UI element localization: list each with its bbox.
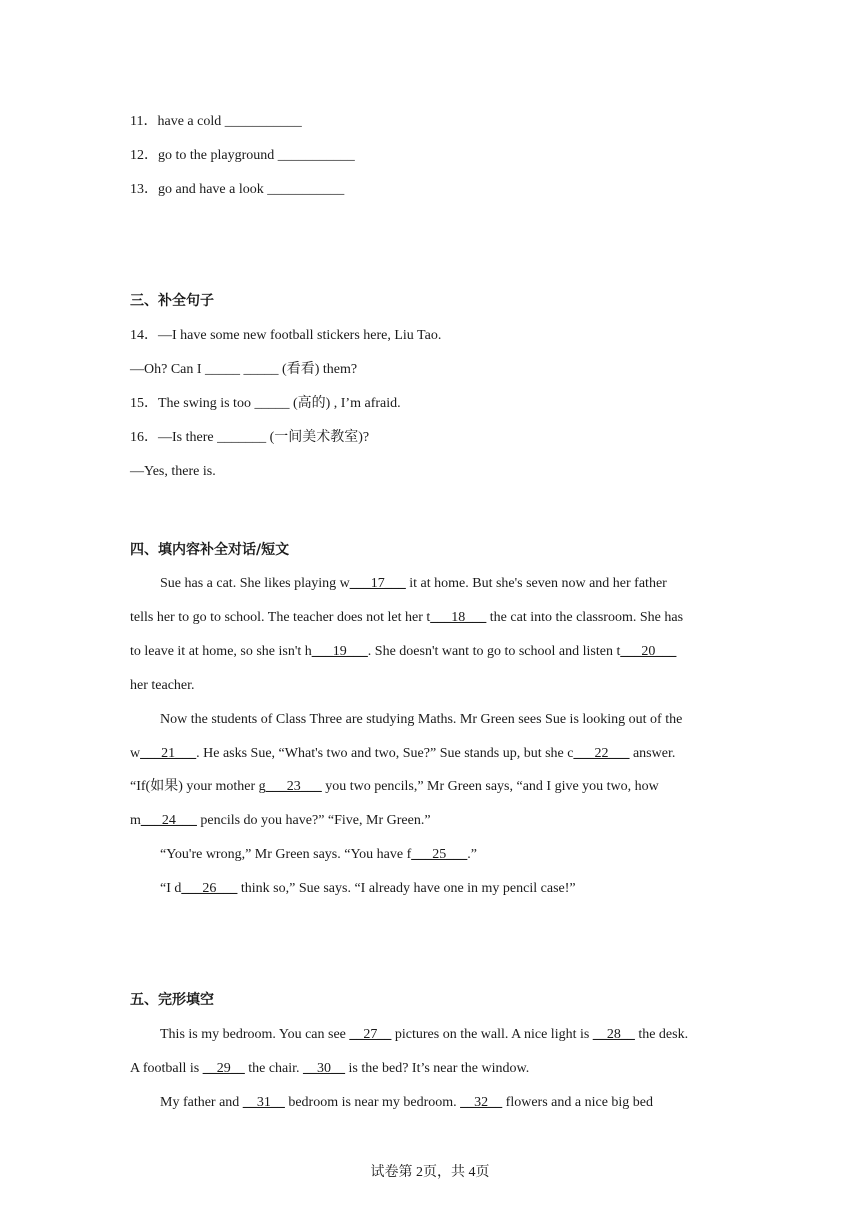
passage-text: is the bed? It’s near the window. [345,1061,530,1076]
question-number: 12． [130,148,158,163]
passage-text: m [130,813,141,828]
sentence-line: —Oh? Can I _____ _____ (看看) them? [130,362,358,377]
passage-text: the chair. [244,1061,304,1076]
passage-text: it at home. But she's seven now and her father [405,576,667,591]
question-text: go to the playground [158,148,275,163]
passage-line [130,609,683,627]
passage-line [130,778,659,796]
passage-text: My father and [160,1095,243,1110]
passage-line [160,846,477,864]
passage-text: Sue has a cat. She likes playing w [160,576,350,591]
passage-text: bedroom is near my bedroom. [284,1095,461,1110]
passage-text: . He asks Sue, “What's two and two, Sue?” Sue stands up, but she c [196,746,574,761]
passage-line [130,643,676,661]
answer-blank: ___24___ [140,813,197,828]
section-heading: 三、补全句子 [130,293,214,309]
passage-line [160,575,667,593]
answer-blank: __32__ [460,1095,503,1110]
sentence-line: 14．—I have some new football stickers here, Liu Tao. [130,328,442,343]
passage-text: the cat into the classroom. She has [486,610,684,625]
passage-text: Now the students of Class Three are studying Maths. Mr Green sees Sue is looking out of the [160,712,683,727]
passage-text: . She doesn't want to go to school and listen t [367,644,621,659]
passage-text: answer. [629,746,676,761]
passage-line [160,711,682,729]
answer-blank: ___20___ [620,644,677,659]
answer-blank: __29__ [202,1061,245,1076]
answer-blank: ___21___ [140,746,197,761]
passage-text: flowers and a nice big bed [502,1095,654,1110]
question-number: 11． [130,114,158,129]
passage-text: w [130,746,141,761]
passage-text: This is my bedroom. You can see [160,1027,350,1042]
answer-blank: ___25___ [411,847,468,862]
section-heading: 五、完形填空 [130,992,214,1008]
passage-line [130,812,431,830]
passage-line [160,1094,653,1112]
sentence-line: —Yes, there is. [130,464,216,479]
page-footer: 试卷第 2页，共 4页 [370,1165,490,1180]
question-13 [130,181,344,199]
answer-blank: ___19___ [311,644,368,659]
passage-line [160,880,576,898]
passage-line [130,677,195,695]
passage-line [160,1026,688,1044]
passage-text: “If(如果) your mother g [130,779,266,794]
passage-text: “You're wrong,” Mr Green says. “You have f [160,847,412,862]
passage-text: her teacher. [130,678,195,693]
sentence-line: 16．—Is there _______ (一间美术教室)? [130,430,370,445]
answer-blank: __28__ [592,1027,635,1042]
question-number: 13． [130,182,158,197]
question-12 [130,147,355,165]
passage-text: the desk. [634,1027,689,1042]
passage-text: pencils do you have?” “Five, Mr Green.” [196,813,431,828]
question-11 [130,113,302,131]
passage-text: you two pencils,” Mr Green says, “and I give you two, how [321,779,659,794]
passage-text: “I d [160,881,182,896]
passage-text: think so,” Sue says. “I already have one in my pencil case!” [237,881,576,896]
answer-blank: ___22___ [573,746,630,761]
answer-blank: ___26___ [181,881,238,896]
question-text: go and have a look [158,182,264,197]
passage-line [130,1060,529,1078]
answer-blank: ___23___ [265,779,322,794]
passage-text: tells her to go to school. The teacher does not let her t [130,610,431,625]
answer-blank: ___________ [277,148,355,163]
answer-blank: __31__ [242,1095,285,1110]
passage-text: pictures on the wall. A nice light is [391,1027,593,1042]
answer-blank: ___17___ [349,576,406,591]
passage-text: to leave it at home, so she isn't h [130,644,312,659]
passage-text: .” [467,847,477,862]
answer-blank: ___________ [267,182,345,197]
sentence-line: 15．The swing is too _____ (高的) , I’m afraid. [130,396,401,411]
answer-blank: __30__ [303,1061,346,1076]
answer-blank: ___________ [224,114,302,129]
passage-line [130,745,675,763]
passage-text: A football is [130,1061,203,1076]
answer-blank: ___18___ [430,610,487,625]
question-text: have a cold [157,114,222,129]
section-heading: 四、填内容补全对话/短文 [130,542,290,558]
answer-blank: __27__ [349,1027,392,1042]
